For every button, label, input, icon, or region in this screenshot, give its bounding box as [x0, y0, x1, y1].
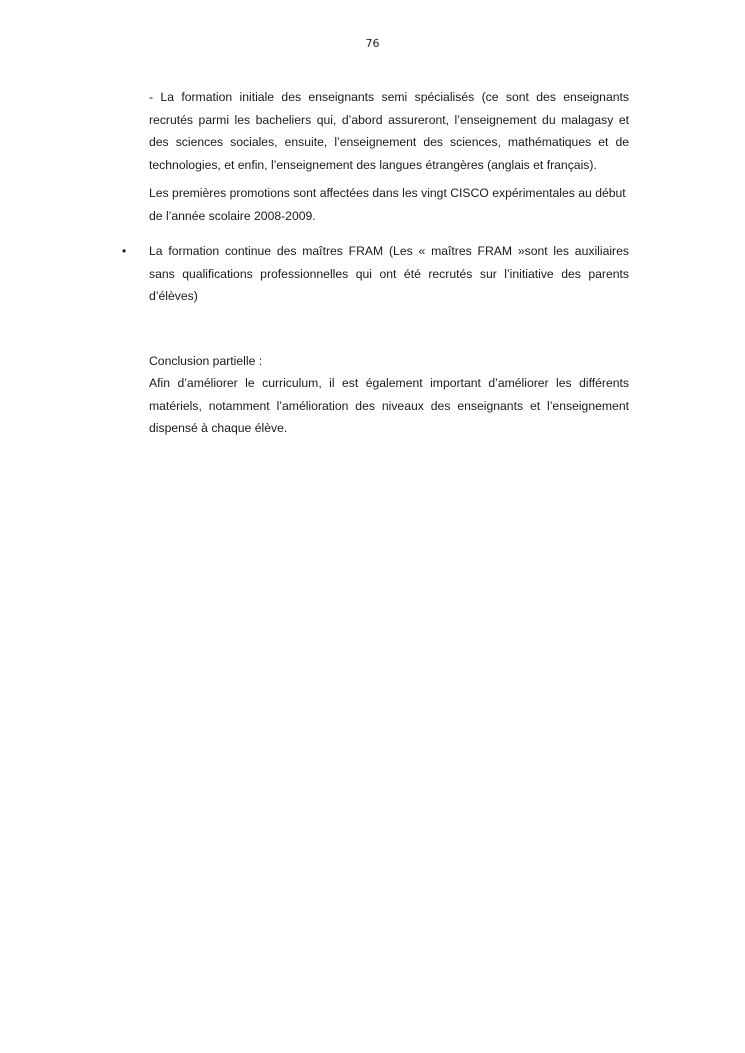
bullet-item-fram-training: La formation continue des maîtres FRAM (Les « maîtres FRAM »sont les auxiliaires sans qualifications professionnelles qui ont été recrutés sur l’initiative des parents d’élèves) [149, 244, 629, 303]
conclusion-heading: Conclusion partielle : [149, 354, 263, 368]
bullet-icon: • [122, 244, 127, 258]
page-number: 76 [365, 37, 380, 50]
conclusion-paragraph: Afin d’améliorer le curriculum, il est également important d’améliorer les différents matériels, notamment l’amélioration des niveaux des enseignants et l’enseignement dispensé à chaque élève. [149, 376, 629, 435]
paragraph-initial-training: - La formation initiale des enseignants semi spécialisés (ce sont des enseignants recrutés parmi les bacheliers qui, d’abord assureront, l’enseignement du malagasy et des sciences sociales, ensuite, l’enseignement des sciences, mathématiques et de technologies, et enfin, l’enseignement des langues étrangères (anglais et français). [149, 90, 629, 172]
paragraph-first-promotions: Les premières promotions sont affectées dans les vingt CISCO expérimentales au début de l’année scolaire 2008-2009. [149, 186, 626, 223]
